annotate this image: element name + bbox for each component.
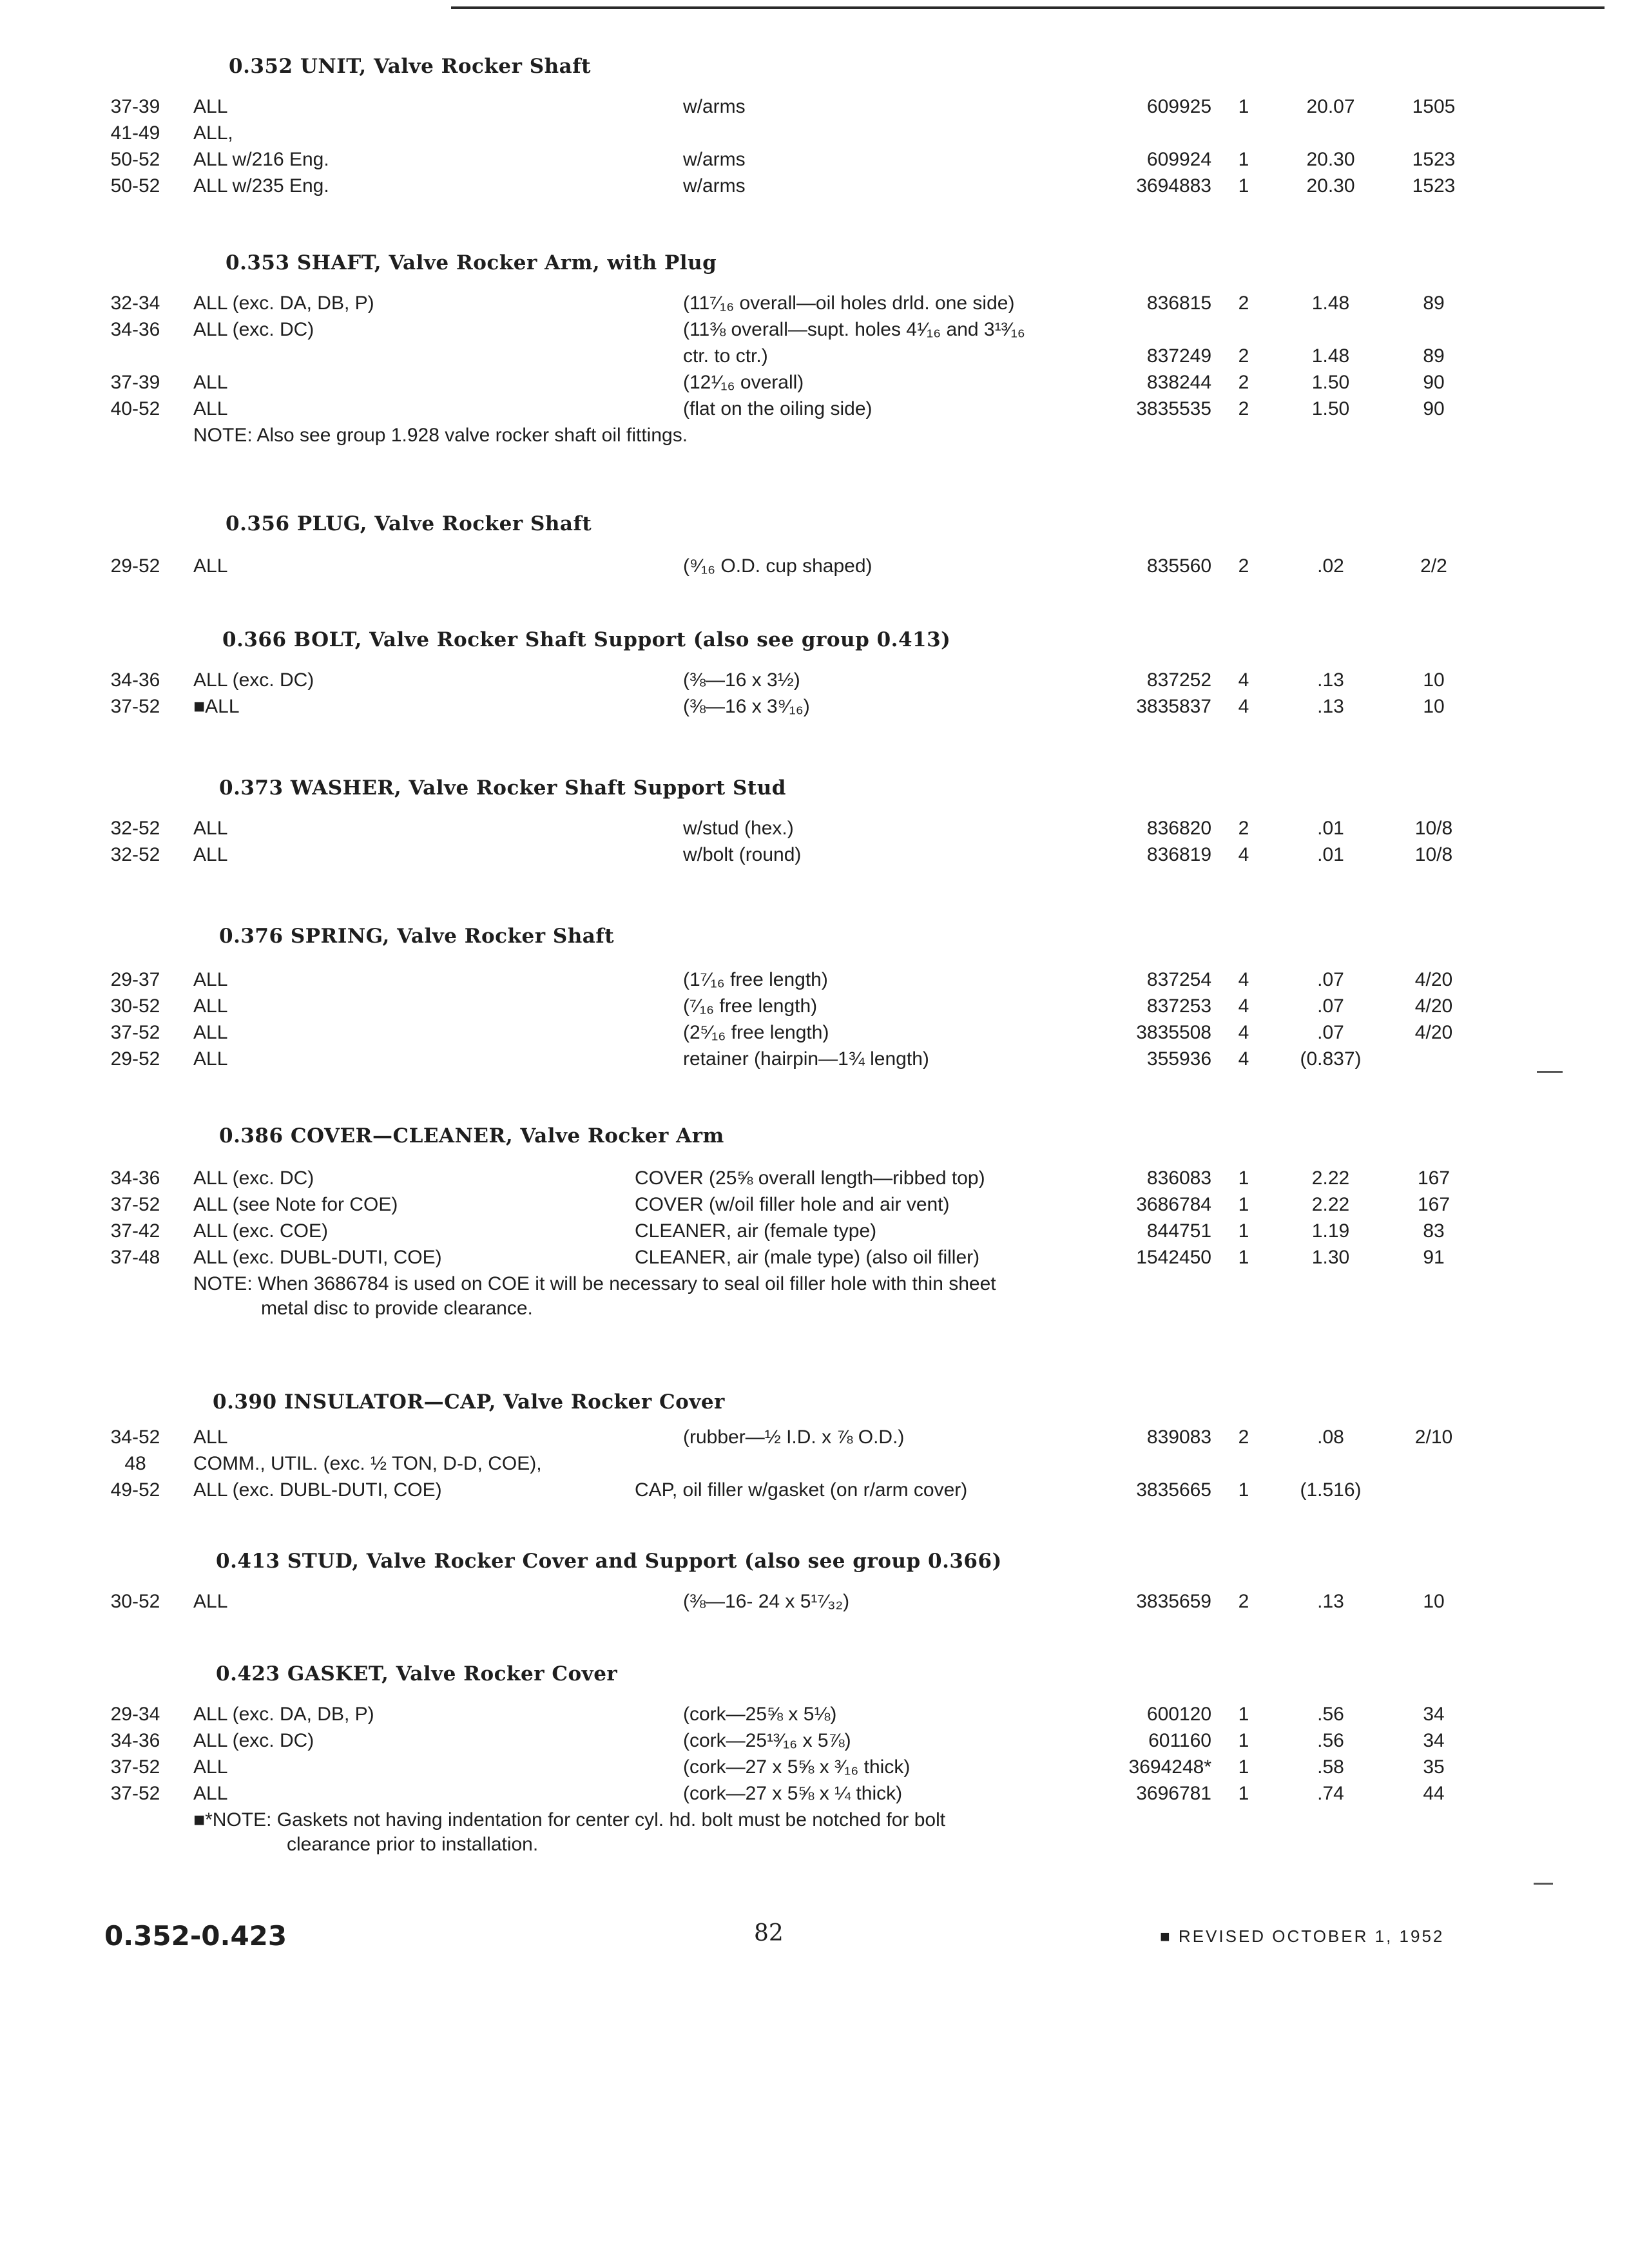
model-application: ALL (exc. DA, DB, P) [193, 293, 374, 314]
weight: 35 [1423, 1756, 1445, 1778]
part-number: 3835659 [1136, 1591, 1211, 1612]
quantity: 2 [1238, 1591, 1249, 1612]
model-application: ALL [193, 818, 228, 839]
year-range: 32-52 [110, 844, 160, 865]
year-range: 34-36 [110, 319, 160, 340]
weight: 34 [1423, 1730, 1445, 1751]
weight: 89 [1423, 293, 1445, 314]
part-number: 836819 [1146, 844, 1211, 865]
model-application: ALL (exc. DC) [193, 669, 314, 691]
table-row [0, 815, 1629, 842]
weight: 10 [1423, 1591, 1445, 1612]
model-application: ALL (exc. DC) [193, 1168, 314, 1189]
year-range: 32-52 [110, 818, 160, 839]
weight: 10 [1423, 696, 1445, 717]
list-price: 1.50 [1311, 372, 1350, 393]
part-number: 609924 [1146, 149, 1211, 170]
model-application: ALL [193, 1427, 228, 1448]
margin-mark [1537, 1071, 1563, 1073]
part-description: (⅜—16 x 3⁹⁄₁₆) [683, 696, 810, 717]
year-range: 37-52 [110, 696, 160, 717]
list-price: .08 [1317, 1427, 1344, 1448]
weight: 1505 [1412, 96, 1456, 117]
table-row [0, 1727, 1629, 1754]
group-title: 0.386 COVER—CLEANER, Valve Rocker Arm [219, 1124, 724, 1148]
table-row [0, 1424, 1629, 1451]
model-application: ALL, [193, 122, 233, 144]
group-title: 0.356 PLUG, Valve Rocker Shaft [226, 512, 592, 535]
list-price: .56 [1317, 1704, 1344, 1725]
weight: 2/2 [1420, 555, 1447, 577]
part-description: (⁹⁄₁₆ O.D. cup shaped) [683, 555, 872, 577]
part-description: (2⁵⁄₁₆ free length) [683, 1022, 829, 1043]
group-note: NOTE: Also see group 1.928 valve rocker shaft oil fittings. [193, 425, 688, 446]
part-description: (1⁷⁄₁₆ free length) [683, 969, 828, 990]
model-application: ALL [193, 1756, 228, 1778]
part-description: w/arms [683, 175, 746, 197]
group-title: 0.352 UNIT, Valve Rocker Shaft [229, 55, 591, 78]
list-price: .74 [1317, 1783, 1344, 1804]
top-rule [451, 6, 1605, 9]
weight: 4/20 [1414, 995, 1453, 1017]
part-description: (⁷⁄₁₆ free length) [683, 995, 818, 1017]
model-application: ALL [193, 372, 228, 393]
part-description: CLEANER, air (male type) (also oil filler) [635, 1247, 980, 1268]
model-application: ■ALL [193, 696, 240, 717]
table-row [0, 1588, 1629, 1615]
model-application: ALL [193, 1591, 228, 1612]
quantity: 1 [1238, 1194, 1249, 1215]
quantity: 4 [1238, 1048, 1249, 1070]
list-price: .07 [1317, 995, 1344, 1017]
group-note: ■*NOTE: Gaskets not having indentation for center cyl. hd. bolt must be notched for bolt [193, 1809, 946, 1831]
part-number: 835560 [1146, 555, 1211, 577]
weight: 10/8 [1414, 844, 1453, 865]
part-description: retainer (hairpin—1¾ length) [683, 1048, 929, 1070]
list-price: .13 [1317, 1591, 1344, 1612]
part-number: 837249 [1146, 345, 1211, 367]
quantity: 4 [1238, 696, 1249, 717]
group-note: metal disc to provide clearance. [261, 1298, 533, 1319]
weight: 1523 [1412, 149, 1456, 170]
part-number: 839083 [1146, 1427, 1211, 1448]
weight: 2/10 [1414, 1427, 1453, 1448]
group-note: clearance prior to installation. [287, 1834, 539, 1855]
year-range: 29-52 [110, 555, 160, 577]
table-row [0, 1191, 1629, 1218]
table-row [0, 146, 1629, 173]
year-range: 50-52 [110, 175, 160, 197]
table-row [0, 369, 1629, 396]
weight: 90 [1423, 372, 1445, 393]
list-price: 1.48 [1311, 293, 1350, 314]
revision-date: ■ REVISED OCTOBER 1, 1952 [1160, 1927, 1445, 1946]
group-title: 0.413 STUD, Valve Rocker Cover and Support (also see group 0.366) [216, 1550, 1002, 1573]
quantity: 1 [1238, 1220, 1249, 1242]
list-price: .02 [1317, 555, 1344, 577]
list-price: .01 [1317, 844, 1344, 865]
quantity: 1 [1238, 1479, 1249, 1501]
model-application: ALL [193, 555, 228, 577]
model-application: ALL (exc. DUBL-DUTI, COE) [193, 1247, 442, 1268]
quantity: 1 [1238, 1730, 1249, 1751]
table-row [0, 966, 1629, 994]
part-description: (cork—25¹³⁄₁₆ x 5⅞) [683, 1730, 851, 1751]
quantity: 4 [1238, 844, 1249, 865]
list-price: .58 [1317, 1756, 1344, 1778]
table-row [0, 693, 1629, 720]
part-description: CAP, oil filler w/gasket (on r/arm cover) [635, 1479, 968, 1501]
quantity: 1 [1238, 96, 1249, 117]
part-description: CLEANER, air (female type) [635, 1220, 877, 1242]
part-description: w/stud (hex.) [683, 818, 794, 839]
footer-group-range: 0.352-0.423 [104, 1920, 287, 1952]
part-description: COVER (w/oil filler hole and air vent) [635, 1194, 950, 1215]
model-application: ALL [193, 1022, 228, 1043]
table-row [0, 1701, 1629, 1728]
list-price: 2.22 [1311, 1194, 1350, 1215]
year-range: 37-52 [110, 1783, 160, 1804]
part-number: 837252 [1146, 669, 1211, 691]
model-application: ALL [193, 969, 228, 990]
part-number: 3835837 [1136, 696, 1211, 717]
year-range: 29-52 [110, 1048, 160, 1070]
weight: 4/20 [1414, 969, 1453, 990]
model-application: ALL [193, 1783, 228, 1804]
list-price: .07 [1317, 969, 1344, 990]
part-description: (rubber—½ I.D. x ⅞ O.D.) [683, 1427, 905, 1448]
year-range: 49-52 [110, 1479, 160, 1501]
quantity: 2 [1238, 398, 1249, 419]
part-number: 600120 [1146, 1704, 1211, 1725]
quantity: 4 [1238, 669, 1249, 691]
part-description: (11⁷⁄₁₆ overall—oil holes drld. one side) [683, 293, 1015, 314]
part-description: (cork—27 x 5⅝ x ¼ thick) [683, 1783, 903, 1804]
quantity: 1 [1238, 1783, 1249, 1804]
part-number: 836820 [1146, 818, 1211, 839]
year-range: 30-52 [110, 995, 160, 1017]
group-title: 0.423 GASKET, Valve Rocker Cover [216, 1662, 618, 1686]
list-price: .13 [1317, 669, 1344, 691]
part-number: 838244 [1146, 372, 1211, 393]
quantity: 2 [1238, 345, 1249, 367]
part-description: w/arms [683, 96, 746, 117]
year-range: 37-52 [110, 1022, 160, 1043]
quantity: 1 [1238, 1756, 1249, 1778]
weight: 34 [1423, 1704, 1445, 1725]
model-application: ALL (exc. DC) [193, 1730, 314, 1751]
table-row [0, 396, 1629, 423]
part-number: 3694248* [1128, 1756, 1211, 1778]
part-number: 3694883 [1136, 175, 1211, 197]
table-row [0, 343, 1629, 370]
year-range: 34-52 [110, 1427, 160, 1448]
part-description: (⅜—16 x 3½) [683, 669, 800, 691]
list-price: .56 [1317, 1730, 1344, 1751]
list-price: 2.22 [1311, 1168, 1350, 1189]
model-application: ALL [193, 844, 228, 865]
year-range: 37-52 [110, 1194, 160, 1215]
table-row [0, 993, 1629, 1020]
year-range: 34-36 [110, 669, 160, 691]
weight: 44 [1423, 1783, 1445, 1804]
part-description: w/arms [683, 149, 746, 170]
table-row [0, 1754, 1629, 1781]
model-application: ALL (see Note for COE) [193, 1194, 398, 1215]
year-range: 41-49 [110, 122, 160, 144]
year-range: 37-39 [110, 372, 160, 393]
weight: 1523 [1412, 175, 1456, 197]
part-number: 1542450 [1136, 1247, 1211, 1268]
part-description: (cork—27 x 5⅝ x ³⁄₁₆ thick) [683, 1756, 911, 1778]
part-number: 836083 [1146, 1168, 1211, 1189]
part-number: 844751 [1146, 1220, 1211, 1242]
table-row [0, 1477, 1629, 1504]
weight: 89 [1423, 345, 1445, 367]
model-application: ALL [193, 398, 228, 419]
quantity: 1 [1238, 1704, 1249, 1725]
part-description: COVER (25⅝ overall length—ribbed top) [635, 1168, 985, 1189]
list-price: .13 [1317, 696, 1344, 717]
model-application: ALL [193, 995, 228, 1017]
weight: 167 [1417, 1168, 1451, 1189]
part-number: 601160 [1148, 1730, 1211, 1751]
table-row [0, 173, 1629, 200]
table-row [0, 1780, 1629, 1807]
year-range: 32-34 [110, 293, 160, 314]
weight: 10 [1423, 669, 1445, 691]
quantity: 2 [1238, 293, 1249, 314]
table-row [0, 1218, 1629, 1245]
weight: 83 [1423, 1220, 1445, 1242]
group-title: 0.366 BOLT, Valve Rocker Shaft Support (also see group 0.413) [222, 628, 951, 651]
weight: 90 [1423, 398, 1445, 419]
quantity: 4 [1238, 995, 1249, 1017]
quantity: 2 [1238, 555, 1249, 577]
table-row [0, 1046, 1629, 1073]
page-number: 82 [754, 1920, 784, 1946]
weight: 167 [1417, 1194, 1451, 1215]
model-application: COMM., UTIL. (exc. ½ TON, D-D, COE), [193, 1453, 542, 1474]
part-number: 3696781 [1136, 1783, 1211, 1804]
year-range: 50-52 [110, 149, 160, 170]
weight: 10/8 [1414, 818, 1453, 839]
part-number: 355936 [1146, 1048, 1211, 1070]
quantity: 1 [1238, 149, 1249, 170]
table-row [0, 1165, 1629, 1192]
part-number: 837254 [1146, 969, 1211, 990]
year-range: 37-48 [110, 1247, 160, 1268]
model-application: ALL (exc. DUBL-DUTI, COE) [193, 1479, 442, 1501]
table-row [0, 120, 1629, 147]
group-title: 0.390 INSULATOR—CAP, Valve Rocker Cover [213, 1390, 725, 1414]
part-number: 3835535 [1136, 398, 1211, 419]
part-number: 836815 [1146, 293, 1211, 314]
year-range: 29-37 [110, 969, 160, 990]
quantity: 1 [1238, 175, 1249, 197]
quantity: 4 [1238, 1022, 1249, 1043]
list-price: 1.30 [1311, 1247, 1350, 1268]
list-price: 1.50 [1311, 398, 1350, 419]
part-description: w/bolt (round) [683, 844, 802, 865]
model-application: ALL [193, 96, 228, 117]
quantity: 1 [1238, 1168, 1249, 1189]
year-range: 37-42 [110, 1220, 160, 1242]
quantity: 2 [1238, 372, 1249, 393]
table-row [0, 1244, 1629, 1271]
part-number: 3835665 [1136, 1479, 1211, 1501]
model-application: ALL [193, 1048, 228, 1070]
year-range: 37-52 [110, 1756, 160, 1778]
table-row [0, 1019, 1629, 1046]
table-row [0, 841, 1629, 869]
quantity: 2 [1238, 1427, 1249, 1448]
group-title: 0.353 SHAFT, Valve Rocker Arm, with Plug [226, 251, 717, 274]
quantity: 1 [1238, 1247, 1249, 1268]
part-description: (flat on the oiling side) [683, 398, 872, 419]
part-description: (cork—25⅝ x 5⅛) [683, 1704, 837, 1725]
table-row [0, 1450, 1629, 1477]
quantity: 2 [1238, 818, 1249, 839]
model-application: ALL w/216 Eng. [193, 149, 329, 170]
table-row [0, 316, 1629, 343]
part-description: (11⅜ overall—supt. holes 4¹⁄₁₆ and 3¹³⁄₁₆ [683, 319, 1025, 340]
list-price: 20.30 [1306, 149, 1355, 170]
part-number: 837253 [1146, 995, 1211, 1017]
year-range: 37-39 [110, 96, 160, 117]
model-application: ALL (exc. DC) [193, 319, 314, 340]
quantity: 4 [1238, 969, 1249, 990]
list-price: 1.19 [1311, 1220, 1350, 1242]
part-description: (⅜—16- 24 x 5¹⁷⁄₃₂) [683, 1591, 850, 1612]
weight: 4/20 [1414, 1022, 1453, 1043]
group-title: 0.376 SPRING, Valve Rocker Shaft [219, 925, 615, 948]
part-number: 609925 [1146, 96, 1211, 117]
list-price: .07 [1317, 1022, 1344, 1043]
table-row [0, 553, 1629, 580]
table-row [0, 93, 1629, 120]
list-price: (0.837) [1300, 1048, 1362, 1070]
model-application: ALL (exc. COE) [193, 1220, 328, 1242]
list-price: 1.48 [1311, 345, 1350, 367]
year-range: 30-52 [110, 1591, 160, 1612]
list-price: .01 [1317, 818, 1344, 839]
year-range: 34-36 [110, 1168, 160, 1189]
model-application: ALL (exc. DA, DB, P) [193, 1704, 374, 1725]
part-description: ctr. to ctr.) [683, 345, 768, 367]
part-number: 3835508 [1136, 1022, 1211, 1043]
part-number: 3686784 [1136, 1194, 1211, 1215]
model-application: ALL w/235 Eng. [193, 175, 329, 197]
year-range: 40-52 [110, 398, 160, 419]
group-note: NOTE: When 3686784 is used on COE it will be necessary to seal oil filler hole with thin sheet [193, 1273, 996, 1294]
year-range: 48 [124, 1453, 146, 1474]
part-description: (12¹⁄₁₆ overall) [683, 372, 804, 393]
weight: 91 [1423, 1247, 1445, 1268]
year-range: 29-34 [110, 1704, 160, 1725]
list-price: (1.516) [1300, 1479, 1362, 1501]
year-range: 34-36 [110, 1730, 160, 1751]
list-price: 20.07 [1306, 96, 1355, 117]
group-title: 0.373 WASHER, Valve Rocker Shaft Support Stud [219, 776, 786, 800]
list-price: 20.30 [1306, 175, 1355, 197]
table-row [0, 667, 1629, 694]
table-row [0, 290, 1629, 317]
margin-mark [1534, 1883, 1553, 1885]
